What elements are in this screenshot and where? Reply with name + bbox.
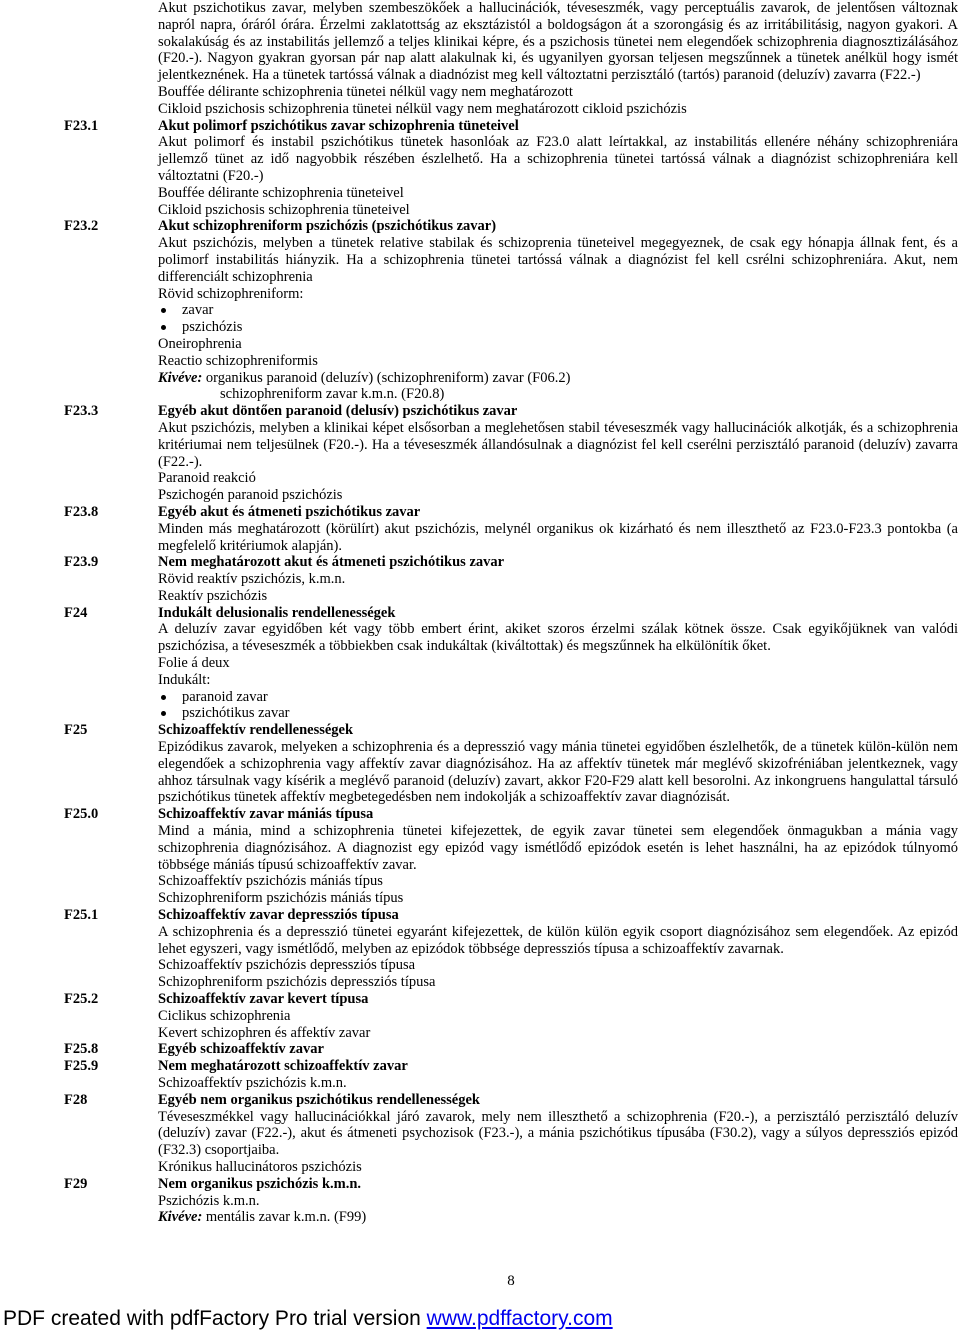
diagnosis-body — [158, 907, 958, 991]
diagnosis-code: F23.3 — [64, 403, 99, 420]
diagnosis-title: Egyéb schizoaffektív zavar — [158, 1041, 324, 1058]
synonym-line: Schizoaffektív pszichózis depressziós típusa — [158, 957, 416, 974]
diagnosis-title: Egyéb akut döntően paranoid (delusív) pszichótikus zavar — [158, 403, 518, 420]
diagnosis-code: F25.9 — [64, 1058, 99, 1075]
intro-line: Cikloid pszichosis schizophrenia tünetei nélkül vagy nem meghatározott cikloid pszichózis — [158, 100, 687, 117]
bullet-list — [158, 689, 958, 723]
synonym-line: Folie á deux — [158, 655, 230, 672]
entries-list — [0, 118, 960, 1227]
diagnosis-code: F23.1 — [64, 117, 99, 134]
diagnosis-body — [158, 722, 958, 806]
diagnosis-entry — [0, 1058, 960, 1092]
synonym-line: Bouffée délirante schizophrenia tüneteivel — [158, 184, 404, 201]
pdf-footer — [0, 1304, 960, 1334]
page-number: 8 — [507, 1273, 515, 1289]
synonym-line: Paranoid reakció — [158, 470, 256, 487]
synonym-line: Schizoaffektív pszichózis mániás típus — [158, 873, 383, 890]
diagnosis-body — [158, 1058, 958, 1092]
diagnosis-code: F28 — [64, 1091, 88, 1108]
synonym-line: Schizoaffektív pszichózis k.m.n. — [158, 1075, 347, 1091]
diagnosis-code: F25 — [64, 722, 88, 739]
diagnosis-entry — [0, 605, 960, 723]
synonym-line: Schizophreniform pszichózis mániás típus — [158, 890, 404, 907]
diagnosis-entry — [0, 907, 960, 991]
diagnosis-description: Minden más meghatározott (körülírt) akut pszichózis, melynél organikus ok kizárható és nem illeszthető az F23.0-F23.3 pontokba (a megfelelő kritériumok alapján). — [158, 520, 958, 554]
bullet-item: zavar — [158, 302, 958, 319]
bullet-item: pszichótikus zavar — [158, 705, 958, 722]
diagnosis-title: Indukált delusionalis rendellenességek — [158, 604, 396, 621]
diagnosis-entry — [0, 1092, 960, 1176]
exclusion-text: organikus paranoid (deluzív) (schizophreniform) zavar (F06.2) — [205, 369, 571, 386]
diagnosis-code: F25.8 — [64, 1041, 99, 1058]
diagnosis-title: Nem organikus pszichózis k.m.n. — [158, 1175, 362, 1192]
diagnosis-description: Akut pszichózis, melyben a klinikai képet elsősorban a meglehetősen stabil téveseszmék vagy hallucinációk alkotják, és a schizophrenia kritériumai nem teljesülnek (F20.-). Ha a téveseszmék állandósulnak a diagnózist fel kell cserélni perzisztáló paranoid (deluzív) zavarra (F22.-). — [158, 419, 958, 470]
diagnosis-title: Akut schizophreniform pszichózis (pszichótikus zavar) — [158, 218, 497, 235]
diagnosis-code: F23.8 — [64, 503, 99, 520]
footer-link[interactable]: www.pdffactory.com — [426, 1307, 613, 1330]
intro-block — [0, 0, 960, 118]
diagnosis-title: Egyéb akut és átmeneti pszichótikus zavar — [158, 503, 421, 520]
diagnosis-entry — [0, 806, 960, 907]
synonym-line: Rövid reaktív pszichózis, k.m.n. — [158, 571, 346, 588]
synonym-line: Pszichogén paranoid pszichózis — [158, 487, 343, 504]
intro-line: Bouffée délirante schizophrenia tünetei nélkül vagy nem meghatározott — [158, 83, 573, 100]
bullet-item: pszichózis — [158, 319, 958, 336]
diagnosis-body — [158, 118, 958, 219]
synonym-line: Indukált: — [158, 671, 211, 688]
bullet-item: paranoid zavar — [158, 689, 958, 706]
diagnosis-body — [158, 605, 958, 723]
footer-text: PDF created with pdfFactory Pro trial version — [3, 1307, 427, 1330]
diagnosis-body — [158, 1092, 958, 1176]
exclusion-line — [158, 386, 958, 403]
diagnosis-entry — [0, 991, 960, 1041]
diagnosis-entry — [0, 1176, 960, 1226]
diagnosis-body — [158, 991, 958, 1041]
intro-paragraph: Akut pszichotikus zavar, melyben szembeszökőek a hallucinációk, téveseszmék, vagy perceptuális zavarok, de jelentősen változnak napról napra, óráról órára. Érzelmi zaklatottság az eksztázistól a boldogságon át a szorongásig és az irritábilitásig, nagyon gyakori. A sokalakúság és az instabilitás jellemző a teljes klinikai képre, és a pszichosis tünetei nem elegendőek schizophrenia diagnosztizálásához (F20.-). Nagyon gyakran gyorsan pár nap alatt alakulnak ki, és ugyanilyen gyorsan teljesen megszűnnek a tünetek anélkül hogy ismét jelentkeznének. Ha a tünetek tartóssá válnak a diadnózist meg kell változtatni perzisztáló (tartós) paranoid (deluzív) zavarra (F22.-) — [158, 0, 958, 84]
diagnosis-description: Epizódikus zavarok, melyeken a schizophrenia és a depresszió vagy mánia tünetei egyidőben észlelhetők, de a tünetek külön-külön nem elegendőek a schizophrenia vagy affektív zavar diagnózisához. Ha az affektív tünetek már meglévő skizofréniában jelentkeznek, vagy ahhoz társulnak vagy kísérik a meglévő paranoid (deluzív) zavart, akkor F20-F29 alatt kell besorolni. Az inkongruens hangulattal társuló pszichótikus tünetek affektív megbetegedésben nem indokolják a schizoaffektív zavar diagnózisát. — [158, 739, 958, 806]
diagnosis-title: Nem meghatározott schizoaffektív zavar — [158, 1058, 408, 1075]
diagnosis-title: Schizoaffektív zavar kevert típusa — [158, 991, 369, 1008]
diagnosis-code: F24 — [64, 604, 88, 621]
diagnosis-title: Akut polimorf pszichótikus zavar schizophrenia tüneteivel — [158, 117, 519, 134]
diagnosis-title: Egyéb nem organikus pszichótikus rendellenességek — [158, 1091, 480, 1108]
bullet-list — [158, 302, 958, 336]
diagnosis-body — [158, 1176, 958, 1226]
synonym-line: Krónikus hallucinátoros pszichózis — [158, 1158, 362, 1175]
exclusion-line — [158, 1209, 958, 1226]
exclusion-label: Kivéve: — [158, 369, 203, 386]
exclusion-line — [158, 370, 958, 387]
diagnosis-description: A deluzív zavar egyidőben két vagy több embert érint, akiket szoros érzelmi szálak kötnek össze. Csak egyikőjüknek van valódi pszichózisa, a téveseszmék a többiekben csak indukáltak (kiváltottak) és megszűnnek ha elkülönítik őket. — [158, 621, 958, 655]
diagnosis-entry — [0, 403, 960, 504]
synonym-line: Oneirophrenia — [158, 335, 242, 352]
diagnosis-body — [158, 504, 958, 554]
diagnosis-description: Akut pszichózis, melyben a tünetek relative stabilak és schizoprenia tüneteivel megegyeznek, de csak egy hónapja állnak fent, és a polimorf instabilitás hiányzik. Ha a schizophrenia tünetei tartóssá válnak a diagnózist fel kell csrélni schizophreniára. Akut, nem differenciált schizophrenia — [158, 235, 958, 285]
diagnosis-code: F25.2 — [64, 991, 99, 1008]
diagnosis-code: F25.1 — [64, 907, 99, 924]
diagnosis-description: Téveseszmékkel vagy hallucinációkkal járó zavarok, mely nem illeszthető a schizophrenia (F20.-), a perzisztáló perzisztáló deluzív (deluzív) zavar (F22.-), akut és átmeneti psychozisok (F23.-), a mánia pszichótikus típusába (F30.2), vagy a súlyos depressziós epizód (F32.3) csoportjaiba. — [158, 1108, 958, 1159]
diagnosis-description: Mind a mánia, mind a schizophrenia tünetei kifejezettek, de egyik zavar tünetei sem elegendőek önmagukban a mánia vagy schizophrenia diagnózisához. A diagnozist egy epizód vagy ismétlődő epizódok esetén is lehet használni, ha az epizódok túlnyomó többsége mániás típusú schizoaffektív zavar. — [158, 823, 958, 873]
diagnosis-title: Schizoaffektív rendellenességek — [158, 722, 354, 739]
diagnosis-title: Schizoaffektív zavar depressziós típusa — [158, 907, 399, 924]
diagnosis-entry — [0, 504, 960, 554]
diagnosis-code: F23.2 — [64, 218, 99, 235]
diagnosis-entry — [0, 218, 960, 403]
diagnosis-title: Nem meghatározott akut és átmeneti pszichótikus zavar — [158, 554, 505, 571]
diagnosis-body — [158, 1041, 958, 1058]
diagnosis-code: F29 — [64, 1175, 88, 1192]
diagnosis-entry — [0, 118, 960, 219]
exclusion-text: schizophreniform zavar k.m.n. (F20.8) — [220, 386, 445, 403]
synonym-line: Ciclikus schizophrenia — [158, 1007, 291, 1024]
diagnosis-entry — [0, 1041, 960, 1058]
diagnosis-entry — [0, 722, 960, 806]
synonym-line: Rövid schizophreniform: — [158, 285, 304, 302]
exclusion-label: Kivéve: — [158, 1209, 203, 1226]
diagnosis-title: Schizoaffektív zavar mániás típusa — [158, 806, 374, 823]
diagnosis-entry — [0, 554, 960, 604]
synonym-line: Kevert schizophren és affektív zavar — [158, 1024, 371, 1041]
exclusion-text: mentális zavar k.m.n. (F99) — [205, 1209, 367, 1226]
diagnosis-code: F25.0 — [64, 806, 99, 823]
diagnosis-body — [158, 554, 958, 604]
diagnosis-code: F23.9 — [64, 554, 99, 571]
diagnosis-description: Akut polimorf és instabil pszichótikus tünetek hasonlóak az F23.0 alatt leírtakkal, az instabilitás ellenére néhány schizophreniára jellemző tünet az idő nagyobbik részében észlelhető. Ha a schizophrenia tünetei tartóssá válnak a diagnózist schizophreniára kell változtatni (F20.-) — [158, 134, 958, 184]
synonym-line: Schizophreniform pszichózis depressziós típusa — [158, 974, 436, 991]
synonym-line: Reaktív pszichózis — [158, 587, 268, 604]
diagnosis-body — [158, 403, 958, 504]
synonym-line: Reactio schizophreniformis — [158, 352, 318, 369]
synonym-line: Pszichózis k.m.n. — [158, 1192, 260, 1209]
diagnosis-body — [158, 806, 958, 907]
diagnosis-body — [158, 218, 958, 403]
diagnosis-description: A schizophrenia és a depresszió tünetei egyaránt kifejezettek, de külön külön egyik csoport diagnózisához sem elegendőek. Az epizód lehet egyszeri, vagy ismétlődő, melyben az epizódok többsége depressziós típusa a schizoaffektív zavarnak. — [158, 923, 958, 957]
synonym-line: Cikloid pszichosis schizophrenia tüneteivel — [158, 201, 410, 218]
